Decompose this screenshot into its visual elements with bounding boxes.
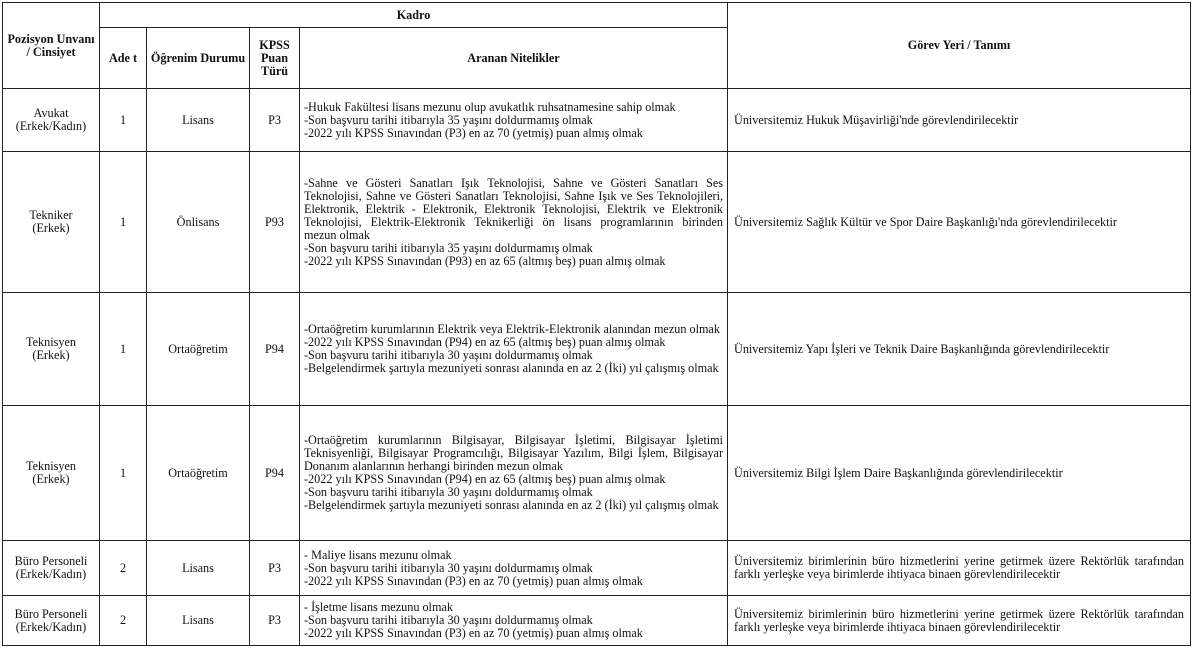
duty-text: Üniversitemiz Sağlık Kültür ve Spor Daire Başkanlığı'nda görevlendirilecektir [734, 214, 1117, 229]
table-row [3, 541, 1191, 596]
position-gender: (Erkek) [32, 472, 70, 486]
qualification-item: -Hukuk Fakültesi lisans mezunu olup avukatlık ruhsatnamesine sahip olmak [304, 99, 676, 114]
table-row [3, 596, 1191, 646]
qualifications-cell [300, 293, 728, 406]
position-title: Büro Personeli [14, 606, 88, 621]
table-row [3, 89, 1191, 152]
position-title: Avukat [33, 106, 69, 120]
header-duty: Görev Yeri / Tanımı [728, 3, 1191, 89]
position-gender: (Erkek) [32, 221, 70, 235]
position-gender: (Erkek) [32, 348, 70, 362]
qualification-item: - İşletme lisans mezunu olmak [304, 600, 453, 614]
education-cell: Lisans [147, 541, 250, 596]
count-cell: 1 [100, 293, 147, 406]
kpss-type-cell: P94 [250, 293, 300, 406]
qualification-item: -Son başvuru tarihi itibarıyla 30 yaşını doldurmamış olmak [304, 613, 593, 627]
count-cell: 2 [100, 541, 147, 596]
qualification-item: -Belgelendirmek şartıyla mezuniyeti sonrası alanında en az 2 (İki) yıl çalışmış olmak [304, 498, 719, 512]
position-cell [3, 406, 100, 541]
duty-cell [728, 152, 1191, 293]
duty-cell [728, 596, 1191, 646]
qualification-item: -Son başvuru tarihi itibarıyla 30 yaşını doldurmamış olmak [304, 348, 593, 362]
qualification-item: -Ortaöğretim kurumlarının Elektrik veya Elektrik-Elektronik alanından mezun olmak [304, 322, 720, 336]
duty-cell [728, 406, 1191, 541]
qualifications-cell [300, 89, 728, 152]
qualification-item: -Son başvuru tarihi itibarıyla 30 yaşını doldurmamış olmak [304, 560, 593, 575]
position-cell [3, 89, 100, 152]
table-row [3, 152, 1191, 293]
kpss-type-cell: P3 [250, 89, 300, 152]
position-cell [3, 541, 100, 596]
qualifications-cell [300, 596, 728, 646]
education-cell: Lisans [147, 89, 250, 152]
position-title: Teknisyen [26, 459, 76, 473]
duty-text: Üniversitemiz birimlerinin büro hizmetlerini yerine getirmek üzere Rektörlük tarafından farklı yerleşke veya birimlerde ihtiyaca binaen görevlendirilecektir [734, 606, 1185, 634]
kpss-type-cell: P93 [250, 152, 300, 293]
qualification-item: -Sahne ve Gösteri Sanatları Işık Teknolojisi, Sahne ve Gösteri Sanatları Ses Teknolojisi, Sahne ve Gösteri Sanatları Teknolojisi, Sahne Işık ve Ses Teknolojileri, Elektronik, Elektrik - Elektronik, Elektronik Teknolojisi, Elektrik ve Elektronik Teknolojisi, Elektrik-Elektronik Teknikerliği ön lisans programlarının birinden mezun olmak [304, 175, 724, 242]
job-listing-table [2, 2, 1191, 646]
position-gender: (Erkek/Kadın) [15, 619, 87, 634]
position-cell [3, 152, 100, 293]
header-position: Pozisyon Unvanı / Cinsiyet [3, 3, 100, 89]
header-count: Ade t [100, 28, 147, 89]
education-cell: Ortaöğretim [147, 406, 250, 541]
qualifications-cell [300, 406, 728, 541]
education-cell: Lisans [147, 596, 250, 646]
count-cell: 1 [100, 406, 147, 541]
table-body [3, 89, 1191, 646]
header-kpss-type: KPSS Puan Türü [250, 28, 300, 89]
count-cell: 1 [100, 152, 147, 293]
education-cell: Ortaöğretim [147, 293, 250, 406]
duty-text: Üniversitemiz Bilgi İşlem Daire Başkanlığında görevlendirilecektir [734, 465, 1063, 480]
kpss-type-cell: P3 [250, 541, 300, 596]
count-cell: 1 [100, 89, 147, 152]
table-row [3, 406, 1191, 541]
position-gender: (Erkek/Kadın) [15, 567, 87, 581]
header-education: Öğrenim Durumu [147, 28, 250, 89]
qualification-item: -2022 yılı KPSS Sınavından (P3) en az 70 (yetmiş) puan almış olmak [304, 573, 643, 588]
duty-cell [728, 541, 1191, 596]
position-title: Teknisyen [26, 335, 76, 349]
qualification-item: -2022 yılı KPSS Sınavından (P93) en az 65 (altmış beş) puan almış olmak [304, 253, 666, 268]
education-cell: Önlisans [147, 152, 250, 293]
duty-cell [728, 89, 1191, 152]
duty-text: Üniversitemiz Yapı İşleri ve Teknik Daire Başkanlığında görevlendirilecektir [734, 341, 1110, 356]
duty-text: Üniversitemiz birimlerinin büro hizmetlerini yerine getirmek üzere Rektörlük tarafından farklı yerleşke veya birimlerde ihtiyaca binaen görevlendirilecektir [734, 554, 1185, 581]
duty-cell [728, 293, 1191, 406]
qualification-item: -Son başvuru tarihi itibarıyla 30 yaşını doldurmamış olmak [304, 485, 593, 499]
header-row-1 [3, 3, 1191, 28]
kpss-type-cell: P94 [250, 406, 300, 541]
qualification-item: -2022 yılı KPSS Sınavından (P94) en az 65 (altmış beş) puan almış olmak [304, 335, 666, 349]
qualification-item: -2022 yılı KPSS Sınavından (P3) en az 70 (yetmiş) puan almış olmak [304, 125, 643, 140]
position-gender: (Erkek/Kadın) [15, 119, 87, 133]
header-kadro: Kadro [100, 3, 728, 28]
qualification-item: -Son başvuru tarihi itibarıyla 35 yaşını doldurmamış olmak [304, 112, 593, 127]
qualification-item: -Son başvuru tarihi itibarıyla 35 yaşını doldurmamış olmak [304, 240, 593, 255]
qualification-item: -Belgelendirmek şartıyla mezuniyeti sonrası alanında en az 2 (İki) yıl çalışmış olmak [304, 361, 719, 375]
table-row [3, 293, 1191, 406]
position-title: Büro Personeli [14, 554, 88, 568]
count-cell: 2 [100, 596, 147, 646]
position-cell [3, 596, 100, 646]
qualification-item: -Ortaöğretim kurumlarının Bilgisayar, Bilgisayar İşletimi, Bilgisayar İşletimi Teknisyenliği, Bilgisayar Programcılığı, Bilgisayar Yazılım, Bilgi İşlem, Bilgisayar Donanım alanlarının herhangi birinden mezun olmak [304, 433, 724, 473]
position-title: Tekniker [29, 208, 73, 222]
position-cell [3, 293, 100, 406]
qualifications-cell [300, 152, 728, 293]
kpss-type-cell: P3 [250, 596, 300, 646]
header-qualifications: Aranan Nitelikler [300, 28, 728, 89]
duty-text: Üniversitemiz Hukuk Müşavirliği'nde görevlendirilecektir [734, 112, 1019, 127]
qualification-item: -2022 yılı KPSS Sınavından (P94) en az 65 (altmış beş) puan almış olmak [304, 472, 666, 486]
qualification-item: - Maliye lisans mezunu olmak [304, 547, 452, 562]
qualifications-cell [300, 541, 728, 596]
qualification-item: -2022 yılı KPSS Sınavından (P3) en az 70 (yetmiş) puan almış olmak [304, 626, 643, 640]
